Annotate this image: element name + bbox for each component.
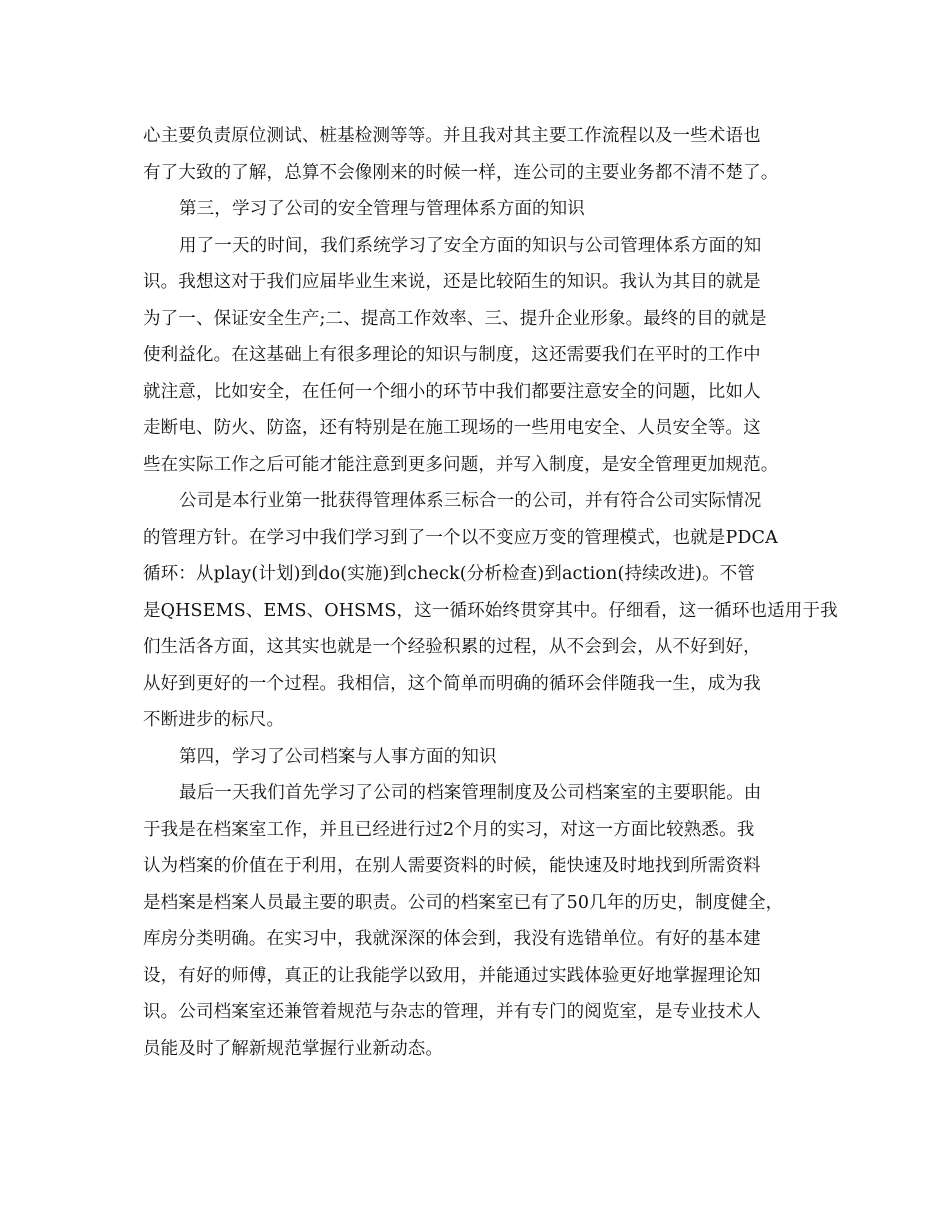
text-line: 识。公司档案室还兼管着规范与杂志的管理，并有专门的阅览室，是专业技术人 [143, 1002, 761, 1022]
text-line: 为了一、保证安全生产;二、提高工作效率、三、提升企业形象。最终的目的就是 [143, 308, 767, 329]
text-line: 不断进步的标尺。 [143, 710, 285, 730]
text-line: 走断电、防火、防盗，还有特别是在施工现场的一些用电安全、人员安全等。这 [143, 418, 761, 438]
text-line: 员能及时了解新规范掌握行业新动态。 [143, 1038, 444, 1059]
text-line: 库房分类明确。在实习中，我就深深的体会到，我没有选错单位。有好的基本建 [143, 929, 761, 949]
text-line: 是档案是档案人员最主要的职责。公司的档案室已有了50几年的历史，制度健全， [143, 892, 784, 913]
text-line: 循环：从play(计划)到do(实施)到check(分析检查)到action(持续改进)。不管 [143, 564, 756, 584]
text-line: 的管理方针。在学习中我们学习到了一个以不变应万变的管理模式，也就是PDCA [143, 527, 778, 548]
text-line: 认为档案的价值在于利用，在别人需要资料的时候，能快速及时地找到所需资料 [143, 856, 761, 876]
text-line: 们生活各方面，这其实也就是一个经验积累的过程，从不会到会，从不好到好， [143, 637, 761, 657]
text-line: 用了一天的时间，我们系统学习了安全方面的知识与公司管理体系方面的知 [179, 235, 762, 256]
text-line: 识。我想这对于我们应届毕业生来说，还是比较陌生的知识。我认为其目的就是 [143, 272, 761, 292]
text-line: 最后一天我们首先学习了公司的档案管理制度及公司档案室的主要职能。由 [179, 783, 762, 803]
section-heading: 第四，学习了公司档案与人事方面的知识 [179, 746, 497, 767]
text-line: 设，有好的师傅，真正的让我能学以致用，并能通过实践体验更好地掌握理论知 [143, 965, 761, 986]
text-line: 公司是本行业第一批获得管理体系三标合一的公司，并有符合公司实际情况 [179, 491, 762, 511]
text-line: 就注意，比如安全，在任何一个细小的环节中我们都要注意安全的问题，比如人 [143, 381, 761, 402]
text-line: 于我是在档案室工作，并且已经进行过2个月的实习，对这一方面比较熟悉。我 [143, 819, 755, 840]
text-line: 从好到更好的一个过程。我相信，这个简单而明确的循环会伴随我一生，成为我 [143, 673, 761, 694]
document-body [143, 118, 838, 1067]
text-line: 心主要负责原位测试、桩基检测等等。并且我对其主要工作流程以及一些术语也 [143, 126, 761, 146]
text-line: 是QHSEMS、EMS、OHSMS，这一循环始终贯穿其中。仔细看，这一循环也适用于我 [143, 600, 838, 621]
section-heading: 第三，学习了公司的安全管理与管理体系方面的知识 [179, 199, 585, 219]
text-line: 使利益化。在这基础上有很多理论的知识与制度，这还需要我们在平时的工作中 [143, 345, 761, 365]
text-line: 些在实际工作之后可能才能注意到更多问题，并写入制度，是安全管理更加规范。 [143, 454, 779, 475]
text-line: 有了大致的了解，总算不会像刚来的时候一样，连公司的主要业务都不清不楚了。 [143, 162, 779, 183]
